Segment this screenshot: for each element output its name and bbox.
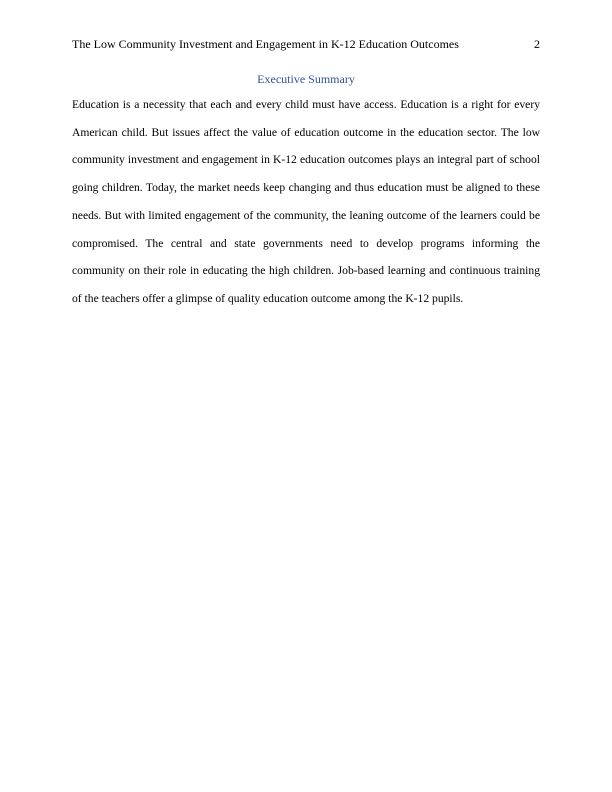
running-head-title: The Low Community Investment and Engagement in K-12 Education Outcomes <box>72 37 459 51</box>
body-paragraph: Education is a necessity that each and every child must have access. Education is a right for every American child. But issues affect the value of education outcome in the education sector. The low community investment and engagement in K-12 education outcomes plays an integral part of school going children. Today, the market needs keep changing and thus education must be aligned to these needs. But with limited engagement of the community, the leaning outcome of the learners could be compromised. The central and state governments need to develop programs informing the community on their role in educating the high children. Job-based learning and continuous training of the teachers offer a glimpse of quality education outcome among the K-12 pupils. <box>72 98 540 305</box>
page-number: 2 <box>534 37 540 51</box>
section-heading: Executive Summary <box>257 72 355 86</box>
running-header <box>72 36 540 52</box>
